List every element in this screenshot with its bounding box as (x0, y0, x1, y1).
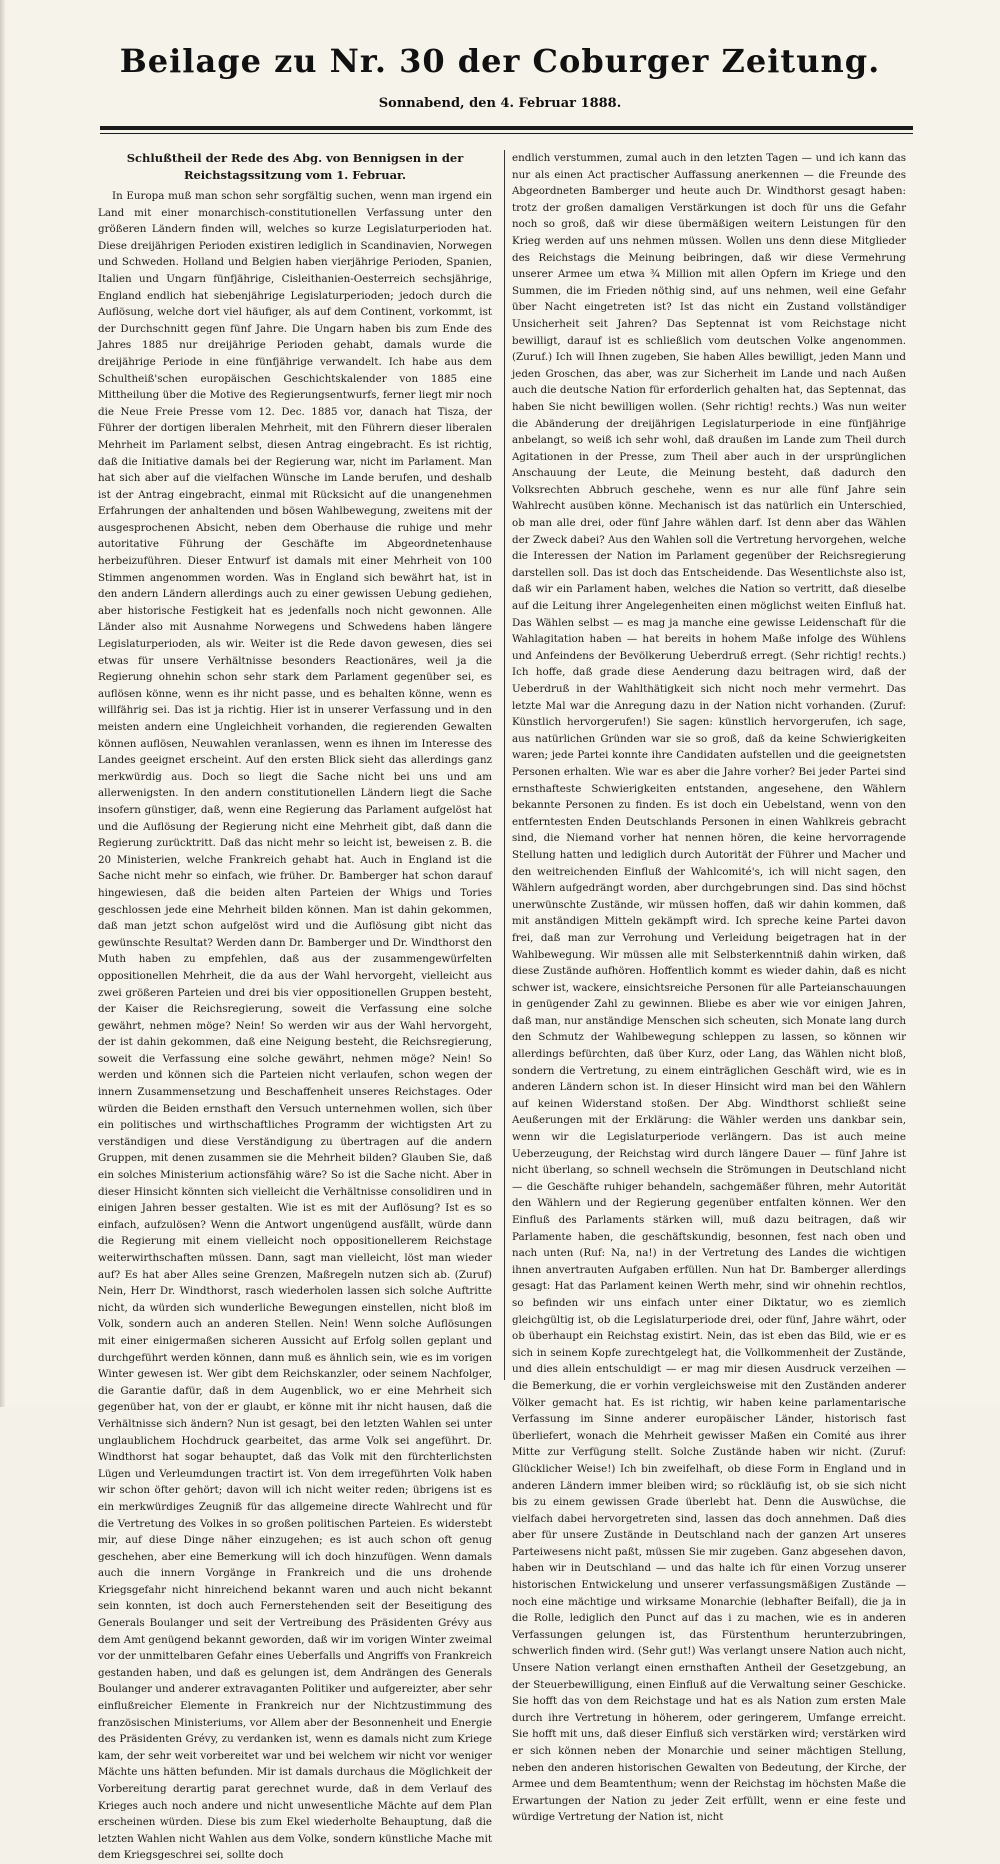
article-title: Schlußtheil der Rede des Abg. von Bennigsen in der Reichstagssitzung vom 1. Februar. (126, 151, 464, 182)
masthead: Beilage zu Nr. 30 der Coburger Zeitung. (119, 42, 881, 80)
right-column-text: endlich verstummen, zumal auch in den letzten Tagen — und ich kann das nur als einen Act practischer Auffassung anerkennen — die Freunde des Abgeordneten Bamberger und heute auch Dr. Windthorst gesagt haben: trotz der großen damaligen Verstärkungen ist doch für uns die Gefahr noch so groß, daß wir diese übermäßigen weitern Leistungen für den Krieg werden auf uns nehmen müssen. Wollen uns denn diese Mitglieder des Reichstags die Meinung beibringen, daß wir diese Vermehrung unserer Armee um etwa ¾ Million mit allen Opfern im Kriege und den Summen, die im Frieden nöthig sind, auf uns nehmen, weil eine Gefahr über Nacht eingetreten ist? Ist das nicht ein Zustand vollständiger Unsicherheit seit Jahren? Das Septennat ist vom Reichstage nicht bewilligt, darauf ist es schließlich vom deutschen Volke angenommen. (Zuruf.) Ich will Ihnen zugeben, Sie haben Alles bewilligt, jeden Mann und jeden Groschen, das aber, was zur Sicherheit im Lande und nach Außen auch die deutsche Nation für erforderlich gehalten hat, das Septennat, das haben Sie nicht bewilligen wollen. (Sehr richtig! rechts.) Was nun weiter die Abänderung der dreijährigen Legislaturperiode in eine fünfjährige anbelangt, so weiß ich sehr wohl, daß draußen im Lande zum Theil durch Agitationen in der Presse, zum Theil aber auch in der ursprünglichen Anschauung der Leute, die Meinung besteht, daß dadurch den Volksrechten Abbruch geschehe, wenn es nur alle fünf Jahre sein Wahlrecht ausüben könne. Mechanisch ist das natürlich ein Unterschied, ob man alle drei, oder fünf Jahre wählen darf. Ist denn aber das Wählen der Zweck dabei? Aus den Wahlen soll die Vertretung hervorgehen, welche die Interessen der Nation im Parlament gegenüber der Reichsregierung darstellen soll. Das ist doch das Entscheidende. Das Wesentlichste also ist, daß wir ein Parlament haben, welches die Nation so vertritt, daß dieselbe auf die Leitung ihrer Angelegenheiten einen möglichst weiten Einfluß hat. Das Wählen selbst — es mag ja manche eine gewisse Leidenschaft für die Wahlagitation haben — hat bereits in hohem Maße infolge des Wühlens und Anfeindens der Bevölkerung Ueberdruß erregt. (Sehr richtig! rechts.) Ich hoffe, daß grade diese Aenderung dazu beitragen wird, daß der Ueberdruß in der Wahlthätigkeit sich nicht noch mehr vermehrt. Das letzte Mal war die Anregung dazu in der Nation nicht vorhanden. (Zuruf: Künstlich hervorgerufen!) Sie sagen: künstlich hervorgerufen, ich sage, aus natürlichen Gründen war sie so groß, daß da keine Schwierigkeiten waren; jede Partei konnte ihre Candidaten aufstellen und die geeignetsten Personen erhalten. Wie war es aber die Jahre vorher? Bei jeder Partei sind ernsthafteste Schwierigkeiten entstanden, angesehene, den Wählern bekannte Personen zu finden. Es ist doch ein Uebelstand, wenn von den entferntesten Enden Deutschlands Personen in einen Wahlkreis gebracht sind, die Niemand vorher hat nennen hören, die keine hervorragende Stellung hatten und lediglich durch Autorität der Führer und Macher und den weitreichenden Einfluß der Wahlcomité's, ich will nicht sagen, den Wählern aufgedrängt worden, aber durchgebrungen sind. Das sind höchst unerwünschte Zustände, wir müssen hoffen, daß wir dahin kommen, daß mit anständigen Mitteln gekämpft wird. Ich spreche keine Partei davon frei, daß man zur Verrohung und Verleidung beigetragen hat in der Wahlbewegung. Wir müssen alle mit Selbsterkenntniß dahin wirken, daß diese Zustände aufhören. Hoffentlich kommt es wieder dahin, daß es nicht schwer ist, wackere, einsichtsreiche Personen für alle Parteianschauungen in genügender Zahl zu gewinnen. Bliebe es aber wie vor einigen Jahren, daß man, nur anständige Menschen sich scheuten, sich Monate lang durch den Schmutz der Wahlbewegung schleppen zu lassen, so können wir allerdings befürchten, daß über Kurz, oder Lang, das Wählen nicht bloß, sondern die Vertretung, zu einem einträglichen Geschäft wird, wie es in anderen Ländern schon ist. In dieser Hinsicht wird man bei den Wählern auf keinen Widerstand stoßen. Der Abg. Windthorst schließt seine Aeußerungen mit der Erklärung: die Wähler werden uns dankbar sein, wenn wir die Legislaturperiode verlängern. Das ist auch meine Ueberzeugung, der Reichstag wird durch längere Dauer — fünf Jahre ist nicht überlang, so schnell wechseln die Strömungen in Deutschland nicht — die Geschäfte ruhiger behandeln, sachgemäßer führen, mehr Autorität den Wählern und der Regierung gegenüber entfalten können. Wer den Einfluß des Parlaments stärken will, muß dazu beitragen, daß wir Parlamente haben, die geschäftskundig, besonnen, fest nach oben und nach unten (Ruf: Na, na!) in der Vertretung des Landes die wichtigen ihnen anvertrauten Aufgaben erfüllen. Nun hat Dr. Bamberger allerdings gesagt: Hat das Parlament keinen Werth mehr, sind wir ohnehin rechtlos, so befinden wir uns einfach unter einer Diktatur, wo es ziemlich gleichgültig ist, ob die Legislaturperiode drei, oder fünf, Jahre währt, oder ob überhaupt ein Reichstag existirt. Nein, das ist eben das Bild, wie er es sich in seinem Kopfe zurechtgelegt hat, die Vollkommenheit der Zustände, und dies allein entschuldigt — er mag mir diesen Ausdruck verzeihen — die Bemerkung, die er vorhin vergleichsweise mit den Zuständen anderer Völker gemacht hat. Es ist richtig, wir haben keine parlamentarische Verfassung im Sinne anderer europäischer Länder, historisch fast überliefert, wonach die Mehrheit gewisser Maßen ein Comité aus ihrer Mitte zur Verfügung stellt. Solche Zustände haben wir nicht. (Zuruf: Glücklicher Weise!) Ich bin zweifelhaft, ob diese Form in England und in anderen Ländern immer bleiben wird; so rückläufig ist, ob sie sich nicht bis zu einem gewissen Grade überlebt hat. Denn die Auswüchse, die vielfach dabei hervorgetreten sind, lassen das doch annehmen. Daß dies aber für unsere Zustände in Deutschland nach der ganzen Art unseres Parteiwesens nicht paßt, müssen Sie mir zugeben. Ganz abgesehen davon, haben wir in Deutschland — und das halte ich für einen Vorzug unserer historischen Entwickelung und unserer verfassungsmäßigen Zustände — noch eine mächtige und wirksame Monarchie (lebhafter Beifall), die ja in die Rolle, lediglich den Punct auf das i zu machen, wie es in anderen Verfassungen gelungen ist, das Fürstenthum herunterzubringen, schwerlich finden wird. (Sehr gut!) Was verlangt unsere Nation auch nicht, Unsere Nation verlangt einen ernsthaften Antheil der Gesetzgebung, an der Steuerbewilligung, einen Einfluß auf die Verwaltung seiner Geschicke. Sie hofft das von dem Reichstage und hat es als Nation zum ersten Male durch ihre Vertretung in höherem, oder geringerem, Umfange erreicht. Sie hofft mit uns, daß dieser Einfluß sich verstärken wird; verstärken wird er sich können neben der Monarchie und seiner mächtigen Stellung, neben den anderen historischen Gewalten von Bedeutung, der Kirche, der Armee und dem Beamtenthum; wenn der Reichstag im höchsten Maße die Erwartungen der Nation zu jeder Zeit erfüllt, wenn er eine feste und würdige Vertretung der Nation ist, nicht (512, 152, 906, 1824)
right-column (512, 150, 906, 1824)
left-column (98, 150, 492, 1862)
dateline: Sonnabend, den 4. Februar 1888. (378, 96, 622, 111)
column-divider (504, 150, 505, 1380)
header-rule-thick (100, 126, 913, 130)
header-rule-thin (100, 133, 913, 134)
left-column-text: In Europa muß man schon sehr sorgfältig suchen, wenn man irgend ein Land mit einer monarchisch-constitutionellen Verfassung unter den größeren Ländern finden will, welches so kurze Legislaturperioden hat. Diese dreijährigen Perioden existiren lediglich in Scandinavien, Norwegen und Schweden. Holland und Belgien haben vierjährige Perioden, Spanien, Italien und Ungarn fünfjährige, Cisleithanien-Oesterreich sechsjährige, England endlich hat siebenjährige Legislaturperioden; jedoch durch die Auflösung, welche dort viel häufiger, als auf dem Continent, vorkommt, ist der Durchschnitt gegen fünf Jahre. Die Ungarn haben bis zum Ende des Jahres 1885 nur dreijährige Perioden gehabt, damals wurde die dreijährige Periode in eine fünfjährige verwandelt. Ich habe aus dem Schultheiß'schen europäischen Geschichtskalender von 1885 eine Mittheilung über die Motive des Regierungsentwurfs, ferner liegt mir noch die Neue Freie Presse vom 12. Dec. 1885 vor, danach hat Tisza, der Führer der dortigen liberalen Mehrheit, mit den Führern dieser liberalen Mehrheit im Parlament selbst, diesen Antrag eingebracht. Es ist richtig, daß die Initiative damals bei der Regierung war, nicht im Parlament. Man hat sich aber auf die vielfachen Wünsche im Lande berufen, und deshalb ist der Antrag eingebracht, einmal mit Rücksicht auf die unangenehmen Erfahrungen der anhaltenden und bösen Wahlbewegung, zweitens mit der ausgesprochenen Absicht, neben dem Oberhause die ruhige und mehr autoritative Führung der Geschäfte im Abgeordnetenhause herbeizuführen. Dieser Entwurf ist damals mit einer Mehrheit von 100 Stimmen angenommen worden. Was in England sich bewährt hat, ist in den andern Ländern allerdings auch zu einer gewissen Uebung gediehen, aber historische Festigkeit hat es jedenfalls noch nicht gewonnen. Alle Länder also mit Ausnahme Norwegens und Schwedens haben längere Legislaturperioden, als wir. Weiter ist die Rede davon gewesen, dies sei etwas für unsere Verhältnisse besonders Reactionäres, weil ja die Regierung ohnehin schon sehr stark dem Parlament gegenüber sei, es auflösen könne, wenn es ihr nicht passe, und es behalten könne, wenn es willfährig sei. Das ist ja richtig. Hier ist in unserer Verfassung und in den meisten andern eine Ungleichheit vorhanden, die regierenden Gewalten können auflösen, Neuwahlen veranlassen, wenn es ihnen im Interesse des Landes geeignet erscheint. Auf den ersten Blick sieht das allerdings ganz merkwürdig aus. Doch so liegt die Sache nicht bei uns und am allerwenigsten. In den andern constitutionellen Ländern liegt die Sache insofern günstiger, daß, wenn eine Regierung das Parlament aufgelöst hat und die Auflösung der Regierung nicht eine Mehrheit gibt, daß dann die Regierung zurücktritt. Daß das nicht mehr so leicht ist, beweisen z. B. die 20 Ministerien, welche Frankreich gehabt hat. Auch in England ist die Sache nicht mehr so einfach, wie früher. Dr. Bamberger hat schon darauf hingewiesen, daß die beiden alten Parteien der Whigs und Tories geschlossen jede eine Mehrheit bilden können. Man ist dahin gekommen, daß man jetzt schon aufgelöst wird und die Auflösung gibt nicht das gewünschte Resultat? Werden dann Dr. Bamberger und Dr. Windthorst den Muth haben zu empfehlen, daß aus der zusammengewürfelten oppositionellen Mehrheit, die da aus der Wahl hervorgeht, vielleicht aus zwei größeren Parteien und drei bis vier oppositionellen Gruppen besteht, der Kaiser die Reichsregierung, soweit die Verfassung eine solche gewährt, nehmen möge? Nein! So werden wir aus der Wahl hervorgeht, der ist dahin gekommen, daß eine Neigung besteht, die Reichsregierung, soweit die Verfassung eine solche gewährt, nehmen möge? Nein! So werden und können sich die Parteien nicht verlaufen, schon wegen der innern Zusammensetzung und Beschaffenheit unseres Reichstages. Oder würden die Beiden ernsthaft den Versuch unternehmen wollen, sich über ein politisches und wirthschaftliches Programm der wichtigsten Art zu verständigen und diese Verständigung zu übertragen auf die andern Gruppen, mit denen zusammen sie die Mehrheit bilden? Glauben Sie, daß ein solches Ministerium actionsfähig wäre? So ist die Sache nicht. Aber in dieser Hinsicht könnten sich vielleicht die Verhältnisse consolidiren und in einigen Jahren besser gestalten. Wie ist es mit der Auflösung? Ist es so einfach, aufzulösen? Wenn die Antwort ungenügend ausfällt, würde dann die Regierung mit einem vielleicht noch oppositionellerem Reichstage weiterwirthschaften müssen. Dann, sagt man vielleicht, löst man wieder auf? Es hat aber Alles seine Grenzen, Maßregeln nutzen sich ab. (Zuruf) Nein, Herr Dr. Windthorst, rasch wiederholen lassen sich solche Auftritte nicht, da würden sich wunderliche Bewegungen einstellen, nicht bloß im Volk, sondern auch an anderen Stellen. Nein! Wenn solche Auflösungen mit einer einigermaßen sicheren Aussicht auf Erfolg sollen geplant und durchgeführt werden können, dann muß es ähnlich sein, wie es im vorigen Winter gewesen ist. Wer gibt dem Reichskanzler, oder seinem Nachfolger, die Garantie dafür, daß in dem Augenblick, wo er eine Mehrheit sich gegenüber hat, von der er glaubt, er könne mit ihr nicht hausen, daß die Verhältnisse sich ändern? Nun ist gesagt, bei den letzten Wahlen sei unter unglaublichem Hochdruck gearbeitet, das arme Volk sei angeführt. Dr. Windthorst hat sogar behauptet, daß das Volk mit den fürchterlichsten Lügen und Verleumdungen tractirt ist. Von dem irregeführten Volk haben wir schon öfter gehört; davon will ich nicht weiter reden; übrigens ist es ein merkwürdiges Zeugniß für das allgemeine directe Wahlrecht und für die Vertretung des Volkes in so großen politischen Parteien. Es widerstebt mir, auf diese Dinge näher einzugehen; es ist auch schon oft genug geschehen, aber eine Bemerkung will ich doch hinzufügen. Wenn damals auch die innern Vorgänge in Frankreich und die uns drohende Kriegsgefahr nicht hinreichend bekannt waren und auch nicht bekannt sein konnten, ist doch auch Fernerstehenden seit der Beseitigung des Generals Boulanger und seit der Vertreibung des Präsidenten Grévy aus dem Amt genügend bekannt geworden, daß wir im vorigen Winter zweimal vor der unmittelbaren Gefahr eines Ueberfalls und Angriffs von Frankreich gestanden haben, und daß es gelungen ist, dem Andrängen des Generals Boulanger und anderer extravaganten Politiker und aufgereizter, aber sehr einflußreicher Elemente in Frankreich nur der Nichtzustimmung des französischen Ministeriums, vor Allem aber der Besonnenheit und Energie des Präsidenten Grévy, zu verdanken ist, wenn es damals nicht zum Kriege kam, der sehr weit vorbereitet war und bei welchem wir nicht vor weniger Mächte uns hätten befunden. Mir ist damals durchaus die Möglichkeit der Vorbereitung derartig parat gerechnet wurde, daß in dem Verlauf des Krieges auch noch andere und nicht unwesentliche Mächte auf dem Plan erscheinen würden. Diese bis zum Ekel wiederholte Behauptung, daß die letzten Wahlen nicht Wahlen aus dem Volke, sondern künstliche Mache mit dem Kriegsgeschrei sei, sollte doch (98, 190, 492, 1862)
